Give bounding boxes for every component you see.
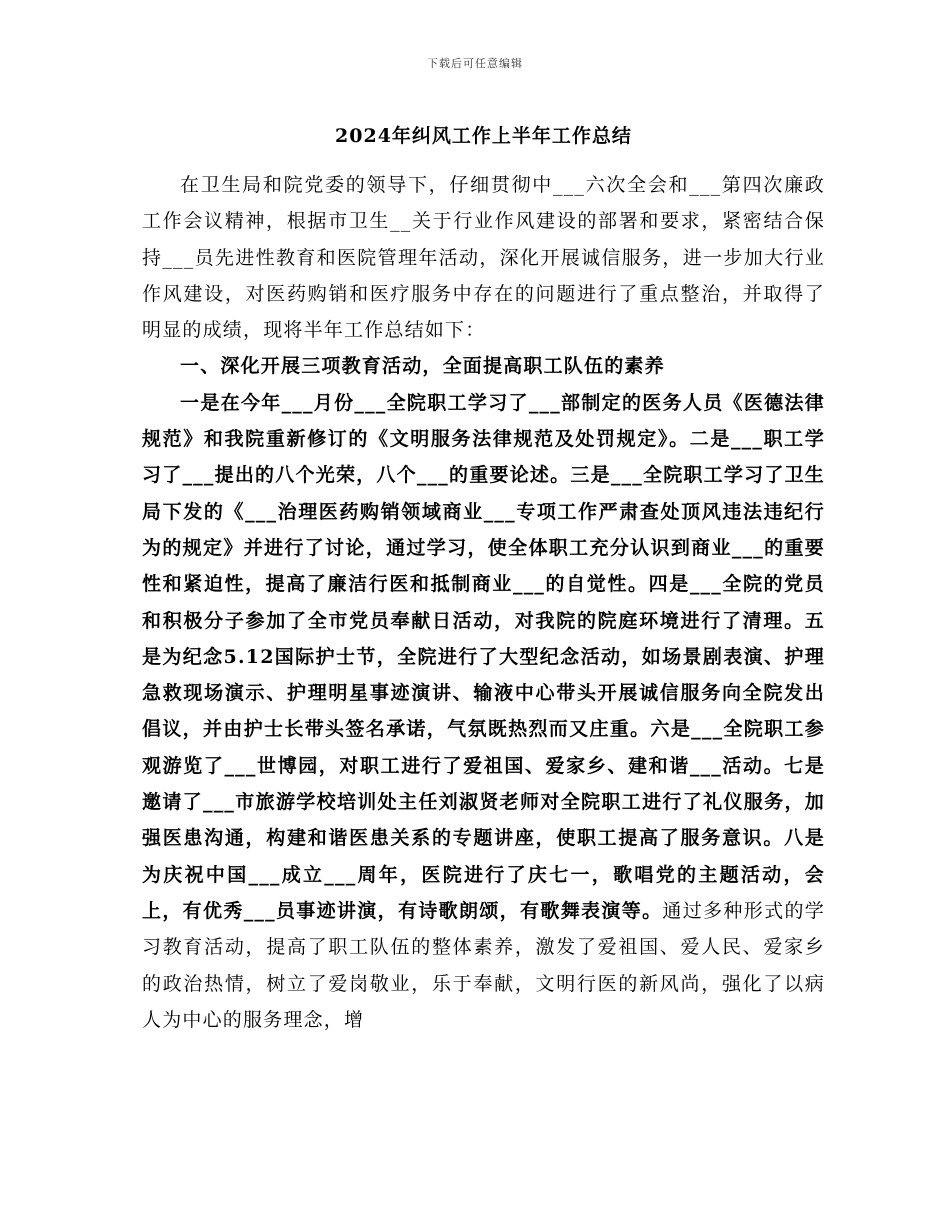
section-body-bold-text: 一是在今年___月份___全院职工学习了___部制定的医务人员《医德法律规范》和我院重新修订的《文明服务法律规范及处罚规定》。二是___职工学习了___提出的八个光荣，八个___的重要论述。三是___全院职工学习了卫生局下发的《___治理医药购销领域商业___专项工作严肃查处顶风违法违纪行为的规定》并进行了讨论，通过学习，使全体职工充分认识到商业___的重要性和紧迫性，提高了廉洁行医和抵制商业___的自觉性。四是___全院的党员和积极分子参加了全市党员奉献日活动，对我院的院庭环境进行了清理。五是为纪念5.12国际护士节，全院进行了大型纪念活动，如场景剧表演、护理急救现场演示、护理明星事迹演讲、输液中心带头开展诚信服务向全院发出倡议，并由护士长带头签名承诺，气氛既热烈而又庄重。六是___全院职工参观游览了___世博园，对职工进行了爱祖国、爱家乡、建和谐___活动。七是邀请了___市旅游学校培训处主任刘淑贤老师对全院职工进行了礼仪服务，加强医患沟通，构建和谐医患关系的专题讲座，使职工提高了服务意识。八是为庆祝中国___成立___周年，医院进行了庆七一，歌唱党的主题活动，会上，有优秀___员事迹讲演，有诗歌朗颂，有歌舞表演等。 [142, 391, 825, 922]
intro-paragraph: 在卫生局和院党委的领导下，仔细贯彻中___六次全会和___第四次廉政工作会议精神，根据市卫生__关于行业作风建设的部署和要求，紧密结合保持___员先进性教育和医院管理年活动，深化开展诚信服务，进一步加大行业作风建设，对医药购销和医疗服务中存在的问题进行了重点整治，并取得了明显的成绩，现将半年工作总结如下： [142, 174, 825, 342]
document-page [142, 118, 825, 1038]
document-title: 2024年纠风工作上半年工作总结 [335, 125, 632, 147]
section-body-normal-text: 通过多种形式的学习教育活动，提高了职工队伍的整体素养，激发了爱祖国、爱人民、爱家乡的政治热情，树立了爱岗敬业，乐于奉献，文明行医的新风尚，强化了以病人为中心的服务理念，增 [142, 899, 825, 1031]
section-heading: 一、深化开展三项教育活动，全面提高职工队伍的素养 [180, 355, 665, 378]
header-note: 下载后可任意编辑 [427, 57, 523, 70]
section-body-paragraph [142, 385, 825, 1038]
